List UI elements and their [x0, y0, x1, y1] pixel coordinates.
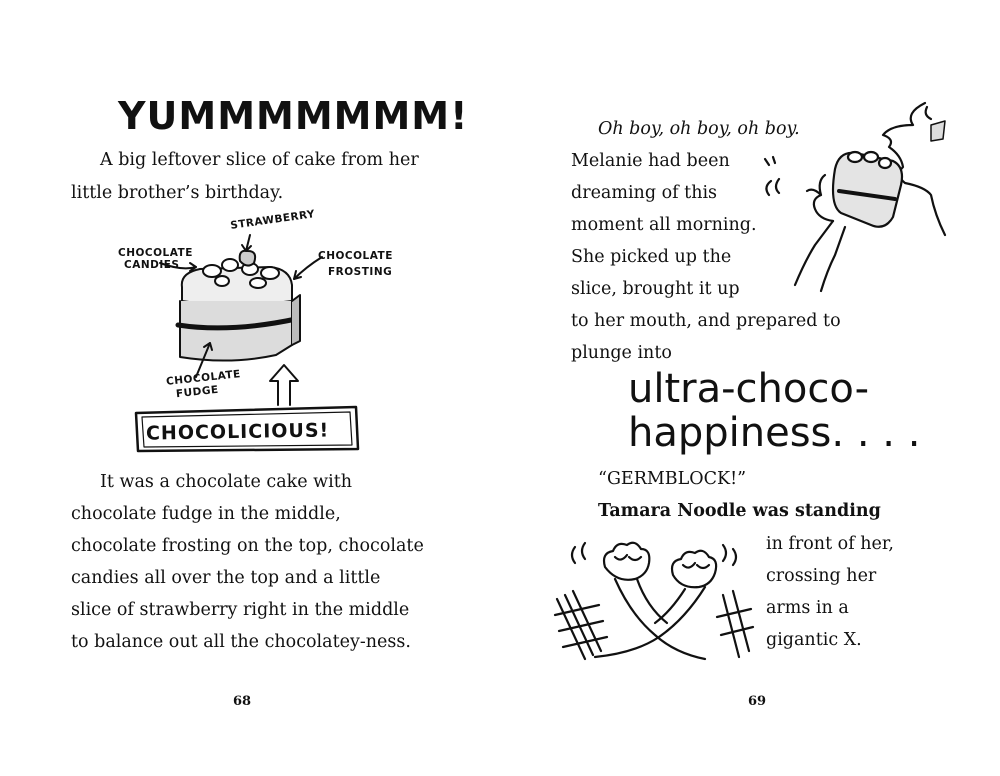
- body-line-5: slice of strawberry right in the middle: [71, 600, 410, 620]
- heading-yummm: YUMMMMMMM!: [118, 94, 469, 138]
- oh-boy-line: Oh boy, oh boy, oh boy.: [598, 119, 800, 139]
- big-line-ultra-choco: ultra-choco-: [628, 366, 869, 412]
- body-line-6: to balance out all the chocolatey-ness.: [71, 632, 411, 652]
- story-line-7: plunge into: [571, 343, 672, 363]
- story-line-4: She picked up the: [571, 247, 732, 267]
- intro-line-2: little brother’s birthday.: [71, 183, 284, 203]
- body-line-4: candies all over the top and a little: [71, 568, 381, 588]
- story-line-1: Melanie had been: [571, 151, 730, 171]
- body-line-3: chocolate frosting on the top, chocolate: [71, 536, 424, 556]
- right-page: [500, 0, 1000, 776]
- side-line-2: crossing her: [766, 566, 877, 586]
- story-line-2: dreaming of this: [571, 183, 718, 203]
- side-line-1: in front of her,: [766, 534, 894, 554]
- label-strawberry: STRAWBERRY: [229, 208, 316, 232]
- germblock-line: “GERMBLOCK!”: [598, 469, 747, 489]
- story-line-3: moment all morning.: [571, 215, 757, 235]
- tamara-line: Tamara Noodle was standing: [598, 501, 881, 521]
- label-fudge-1: CHOCOLATE: [165, 368, 242, 388]
- body-line-1: It was a chocolate cake with: [100, 472, 353, 492]
- page-number-left: 68: [233, 694, 252, 709]
- label-fudge-2: FUDGE: [175, 383, 220, 401]
- label-candies-2: CANDIES: [124, 259, 180, 271]
- eating-cake-drawing: [755, 95, 955, 295]
- intro-line-1: A big leftover slice of cake from her: [100, 150, 419, 170]
- banner-chocolicious: CHOCOLICIOUS!: [145, 419, 330, 445]
- label-frosting-1: CHOCOLATE: [318, 250, 393, 262]
- body-line-2: chocolate fudge in the middle,: [71, 504, 341, 524]
- label-frosting-2: FROSTING: [328, 266, 393, 278]
- side-line-4: gigantic X.: [766, 630, 862, 650]
- label-candies-1: CHOCOLATE: [118, 247, 193, 259]
- cake-drawing: [100, 205, 420, 455]
- big-line-happiness: happiness. . . .: [628, 410, 921, 456]
- crossed-arms-drawing: [555, 535, 755, 665]
- story-line-5: slice, brought it up: [571, 279, 740, 299]
- story-line-6: to her mouth, and prepared to: [571, 311, 841, 331]
- side-line-3: arms in a: [766, 598, 849, 618]
- page-number-right: 69: [748, 694, 767, 709]
